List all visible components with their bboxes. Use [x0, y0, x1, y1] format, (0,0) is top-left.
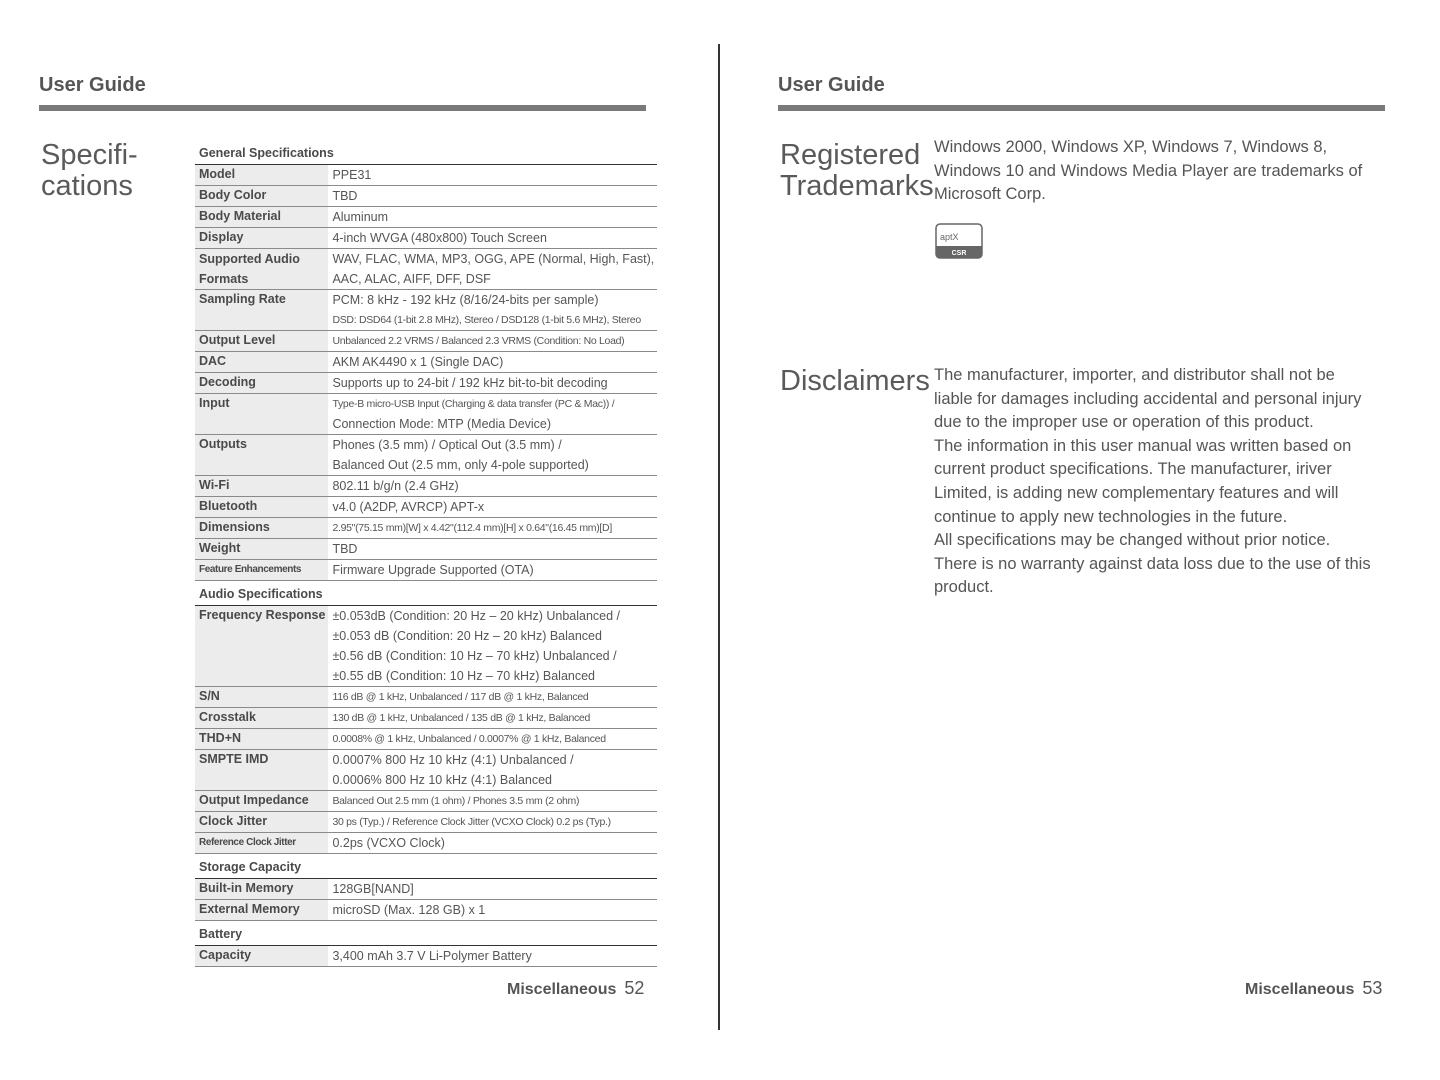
row-value	[328, 560, 657, 581]
row-value-line: 4-inch WVGA (480x800) Touch Screen	[332, 231, 547, 245]
disclaimers-line: Limited, is adding new complementary features and will	[934, 483, 1339, 502]
table-row	[195, 249, 657, 290]
group-heading-text: Battery	[195, 921, 657, 946]
table-group-heading	[195, 140, 657, 165]
row-value-line: 128GB[NAND]	[332, 882, 414, 896]
group-heading-text: General Specifications	[195, 140, 657, 165]
table-row	[195, 352, 657, 373]
disclaimers-line: current product specifications. The manufacturer, iriver	[934, 460, 1332, 479]
section-title-line: cations	[41, 170, 133, 202]
row-value	[328, 833, 657, 854]
row-value	[328, 186, 657, 207]
table-group-heading	[195, 921, 657, 946]
row-value	[328, 394, 657, 435]
aptx-logo-text: aptX	[940, 232, 959, 242]
table-row	[195, 394, 657, 435]
table-row	[195, 879, 657, 900]
row-label: Feature Enhancements	[195, 560, 328, 581]
row-value-line: AKM AK4490 x 1 (Single DAC)	[332, 355, 504, 369]
table-row	[195, 833, 657, 854]
row-value-line: TBD	[332, 542, 358, 556]
table-row	[195, 435, 657, 476]
row-label: Supported Audio Formats	[195, 249, 328, 290]
row-value-line: ±0.053 dB (Condition: 20 Hz – 20 kHz) Balanced	[332, 629, 602, 643]
table-row	[195, 290, 657, 331]
row-value	[328, 812, 657, 833]
row-value	[328, 750, 657, 791]
trademarks-title-line: Trademarks	[780, 170, 934, 202]
row-value-line: DSD: DSD64 (1-bit 2.8 MHz), Stereo / DSD128 (1-bit 5.6 MHz), Stereo	[332, 314, 641, 326]
row-value-line: 30 ps (Typ.) / Reference Clock Jitter (VCXO Clock) 0.2 ps (Typ.)	[332, 816, 611, 828]
row-value	[328, 606, 657, 687]
footer-label: Miscellaneous	[507, 981, 617, 998]
row-label: Outputs	[195, 435, 328, 476]
row-value	[328, 165, 657, 186]
table-row	[195, 606, 657, 687]
header-title: User Guide	[778, 74, 885, 96]
row-value-line: 0.0006% 800 Hz 10 kHz (4:1) Balanced	[332, 773, 553, 787]
row-label: Display	[195, 228, 328, 249]
row-label: Sampling Rate	[195, 290, 328, 331]
row-value	[328, 900, 657, 921]
disclaimers-line: product.	[934, 578, 994, 597]
row-value	[328, 708, 657, 729]
trademarks-line: Windows 2000, Windows XP, Windows 7, Windows 8,	[934, 138, 1328, 156]
left-page	[0, 0, 719, 1080]
table-row	[195, 708, 657, 729]
footer-label: Miscellaneous	[1245, 981, 1355, 998]
row-label: Decoding	[195, 373, 328, 394]
row-value	[328, 687, 657, 708]
row-label: Capacity	[195, 946, 328, 967]
header-bar	[39, 105, 646, 111]
row-label: S/N	[195, 687, 328, 708]
aptx-logo-icon	[935, 223, 983, 259]
row-value-line: ±0.55 dB (Condition: 10 Hz – 70 kHz) Balanced	[332, 669, 595, 683]
row-value-line: 0.0007% 800 Hz 10 kHz (4:1) Unbalanced /	[332, 753, 574, 767]
disclaimers-line: liable for damages including accidental and personal injury	[934, 389, 1362, 408]
disclaimers-line: All specifications may be changed without prior notice.	[934, 531, 1331, 550]
row-value	[328, 476, 657, 497]
disclaimers-title: Disclaimers	[780, 365, 930, 397]
row-value	[328, 352, 657, 373]
footer	[1245, 978, 1382, 999]
row-value-line: 0.2ps (VCXO Clock)	[332, 836, 445, 850]
trademarks-text	[934, 136, 1362, 207]
row-value-line: TBD	[332, 189, 358, 203]
row-value-line: 130 dB @ 1 kHz, Unbalanced / 135 dB @ 1 kHz, Balanced	[332, 712, 591, 724]
table-row	[195, 946, 657, 967]
footer	[507, 978, 644, 999]
row-value	[328, 228, 657, 249]
row-value	[328, 435, 657, 476]
page-divider	[718, 44, 720, 1030]
row-value-line: AAC, ALAC, AIFF, DFF, DSF	[332, 272, 491, 286]
row-label: Frequency Response	[195, 606, 328, 687]
section-title	[41, 140, 138, 202]
table-row	[195, 497, 657, 518]
trademarks-title-line: Registered	[780, 139, 921, 171]
row-value-line: 3,400 mAh 3.7 V Li-Polymer Battery	[332, 949, 532, 963]
row-value-line: Type-B micro-USB Input (Charging & data transfer (PC & Mac)) /	[332, 398, 615, 410]
specifications-table	[195, 140, 657, 967]
table-row	[195, 373, 657, 394]
disclaimers-line: continue to apply new technologies in the future.	[934, 507, 1288, 526]
row-value-line: 802.11 b/g/n (2.4 GHz)	[332, 479, 459, 493]
disclaimers-line: There is no warranty against data loss due to the use of this	[934, 554, 1371, 573]
table-row	[195, 518, 657, 539]
row-label: External Memory	[195, 900, 328, 921]
row-value	[328, 879, 657, 900]
row-value-line: v4.0 (A2DP, AVRCP) APT-x	[332, 500, 485, 514]
row-label: Model	[195, 165, 328, 186]
page-number: 52	[624, 978, 645, 998]
row-label: Body Color	[195, 186, 328, 207]
row-label: Output Impedance	[195, 791, 328, 812]
right-page	[721, 0, 1440, 1080]
row-value-line: ±0.56 dB (Condition: 10 Hz – 70 kHz) Unbalanced /	[332, 649, 617, 663]
disclaimers-text	[934, 364, 1371, 600]
row-value	[328, 946, 657, 967]
table-row	[195, 476, 657, 497]
row-label: Output Level	[195, 331, 328, 352]
table-row	[195, 207, 657, 228]
trademarks-title	[780, 140, 934, 202]
aptx-logo-sub: CSR	[951, 250, 967, 257]
table-group-heading	[195, 854, 657, 879]
table-row	[195, 791, 657, 812]
table-row	[195, 729, 657, 750]
table-group-heading	[195, 581, 657, 606]
table-row	[195, 900, 657, 921]
row-value-line: Firmware Upgrade Supported (OTA)	[332, 563, 534, 577]
row-value-line: Connection Mode: MTP (Media Device)	[332, 417, 552, 431]
row-label: Body Material	[195, 207, 328, 228]
row-value-line: Aluminum	[332, 210, 389, 224]
row-value-line: 2.95"(75.15 mm)[W] x 4.42"(112.4 mm)[H] x 0.64"(16.45 mm)[D]	[332, 522, 612, 534]
row-label: Bluetooth	[195, 497, 328, 518]
row-value-line: PPE31	[332, 168, 372, 182]
page-number: 53	[1362, 978, 1383, 998]
table-row	[195, 228, 657, 249]
table-row	[195, 812, 657, 833]
row-value	[328, 497, 657, 518]
row-label: THD+N	[195, 729, 328, 750]
trademarks-line: Microsoft Corp.	[934, 185, 1046, 204]
row-label: Dimensions	[195, 518, 328, 539]
row-label: SMPTE IMD	[195, 750, 328, 791]
section-title-line: Specifi-	[41, 139, 138, 171]
row-value	[328, 249, 657, 290]
disclaimers-line: The manufacturer, importer, and distributor shall not be	[934, 366, 1335, 384]
row-value-line: PCM: 8 kHz - 192 kHz (8/16/24-bits per sample)	[332, 293, 599, 307]
row-value	[328, 290, 657, 331]
table-row	[195, 560, 657, 581]
header-bar	[778, 105, 1385, 111]
row-label: Built-in Memory	[195, 879, 328, 900]
trademarks-line: Windows 10 and Windows Media Player are trademarks of	[934, 161, 1363, 180]
row-label: Crosstalk	[195, 708, 328, 729]
row-label: Wi-Fi	[195, 476, 328, 497]
disclaimers-line: The information in this user manual was written based on	[934, 436, 1352, 455]
row-value	[328, 373, 657, 394]
row-label: DAC	[195, 352, 328, 373]
row-value-line: microSD (Max. 128 GB) x 1	[332, 903, 486, 917]
row-label: Input	[195, 394, 328, 435]
row-label: Clock Jitter	[195, 812, 328, 833]
row-value-line: Supports up to 24-bit / 192 kHz bit-to-bit decoding	[332, 376, 608, 390]
header-title: User Guide	[39, 74, 146, 96]
row-value	[328, 729, 657, 750]
table-row	[195, 539, 657, 560]
row-value	[328, 539, 657, 560]
table-row	[195, 687, 657, 708]
row-value	[328, 207, 657, 228]
row-value-line: WAV, FLAC, WMA, MP3, OGG, APE (Normal, High, Fast),	[332, 252, 655, 266]
group-heading-text: Audio Specifications	[195, 581, 657, 606]
row-value-line: 116 dB @ 1 kHz, Unbalanced / 117 dB @ 1 kHz, Balanced	[332, 691, 589, 703]
row-value-line: Balanced Out (2.5 mm, only 4-pole supported)	[332, 458, 589, 472]
table-row	[195, 331, 657, 352]
table-row	[195, 165, 657, 186]
row-value-line: Phones (3.5 mm) / Optical Out (3.5 mm) /	[332, 438, 562, 452]
row-label: Reference Clock Jitter	[195, 833, 328, 854]
row-value-line: Balanced Out 2.5 mm (1 ohm) / Phones 3.5 mm (2 ohm)	[332, 795, 580, 807]
row-value-line: ±0.053dB (Condition: 20 Hz – 20 kHz) Unbalanced /	[332, 609, 621, 623]
table-row	[195, 750, 657, 791]
row-value-line: Unbalanced 2.2 VRMS / Balanced 2.3 VRMS (Condition: No Load)	[332, 335, 625, 347]
row-value-line: 0.0008% @ 1 kHz, Unbalanced / 0.0007% @ 1 kHz, Balanced	[332, 733, 606, 745]
row-value	[328, 791, 657, 812]
table-row	[195, 186, 657, 207]
disclaimers-line: due to the improper use or operation of this product.	[934, 413, 1314, 432]
row-value	[328, 331, 657, 352]
row-label: Weight	[195, 539, 328, 560]
row-value	[328, 518, 657, 539]
group-heading-text: Storage Capacity	[195, 854, 657, 879]
